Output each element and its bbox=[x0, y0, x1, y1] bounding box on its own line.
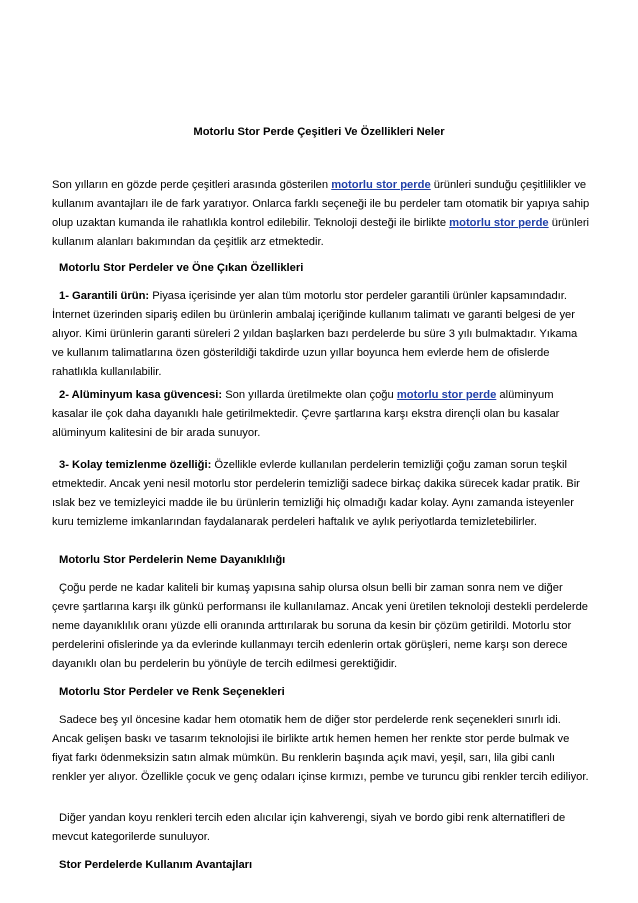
item-2-lead: 2- Alüminyum kasa güvencesi: bbox=[59, 389, 223, 401]
motorlu-stor-perde-link-3[interactable]: motorlu stor perde bbox=[396, 389, 497, 401]
motorlu-stor-perde-link-2[interactable]: motorlu stor perde bbox=[449, 217, 549, 229]
section-heading-ozellikler: Motorlu Stor Perdeler ve Öne Çıkan Özellikleri bbox=[59, 262, 304, 274]
intro-text-1: Son yılların en gözde perde çeşitleri arasında gösterilen bbox=[52, 179, 332, 191]
item-3-text: Özellikle evlerde kullanılan perdelerin temizliği çoğu zaman sorun teşkil etmektedir. Ancak yeni nesil motorlu stor perdelerin temizliği sadece birkaç dakika sürecek kadar pratik. Bir ıslak bez ve temizleyici madde ile bu ürünlerin temizliği hiç olmadığı kadar kolay. Aynı zamanda isteyenler kuru temizleme imkanlarından faydalanarak perdeleri haftalık ve aylık periyotlarda temizletebilirler. bbox=[52, 459, 580, 528]
intro-text-2: ürünleri sunduğu çeşitlilikler ve kullanım avantajları ile de fark yaratıyor. Onlarca farklı seçeneği ile bu perdeler tam otomatik bir yapıya sahip olup uzaktan kumanda ile rahatlıkla kontrol edilebilir. Teknoloji desteği ile birlikte bbox=[52, 179, 590, 229]
item-2-text-1: Son yıllarda üretilmekte olan çoğu bbox=[222, 389, 397, 401]
section-heading-neme-dayaniklilik: Motorlu Stor Perdelerin Neme Dayanıklılığı bbox=[59, 554, 286, 566]
paragraph-neme-dayaniklilik bbox=[52, 579, 590, 674]
document-title: Motorlu Stor Perde Çeşitleri Ve Özellikleri Neler bbox=[193, 126, 445, 138]
neme-dayaniklilik-text: Çoğu perde ne kadar kaliteli bir kumaş yapısına sahip olursa olsun belli bir zaman sonra nem ve diğer çevre şartlarına karşı ilk günkü performansı ile kullanılamaz. Ancak yeni üretilen teknoloji destekli perdelerde neme dayanıklılık oranı yüzde elli oranında arttırılarak bu soruna da kesin bir çözüm getirildi. Motorlu stor perdelerini ofislerinde ya da evlerinde kullanmayı tercih edenlerin ortak görüşleri, neme karşı son derece dayanıklı olan bu perdelerin bu yönüyle de tercih edilmesi gerektiğidir. bbox=[52, 582, 589, 670]
motorlu-stor-perde-link-1[interactable]: motorlu stor perde bbox=[331, 179, 431, 191]
section-heading-kullanim-avantajlari: Stor Perdelerde Kullanım Avantajları bbox=[59, 859, 253, 871]
item-2-text-2: alüminyum kasalar ile çok daha dayanıklı hale getirilmektedir. Çevre şartlarına karşı ekstra dirençli olan bu kasalar alüminyum kalitesini de bir arada sunuyor. bbox=[52, 389, 560, 439]
item-1-lead: 1- Garantili ürün: bbox=[59, 290, 150, 302]
intro-text-3: ürünleri kullanım alanları bakımından da çeşitlik arz etmektedir. bbox=[52, 217, 590, 248]
paragraph-renk-2 bbox=[52, 809, 590, 847]
paragraph-renk-1 bbox=[52, 711, 590, 787]
intro-paragraph bbox=[52, 176, 590, 252]
item-kolay-temizlenme bbox=[52, 456, 590, 532]
item-1-text: Piyasa içerisinde yer alan tüm motorlu stor perdeler garantili ürünler kapsamındadır. İnternet üzerinden sipariş edilen bu ürünlerin ambalaj içeriğinde kullanım talimatı ve garanti belgesi de yer alıyor. Kimi ürünlerin garanti süreleri 2 yıldan başlarken bazı perdelerde bu süre 3 yılı bulmaktadır. Yıkama ve kullanım talimatlarına özen gösterildiği takdirde uzun yıllar boyunca hem evlerde hem de ofislerde rahatlıkla kullanılabilir. bbox=[52, 290, 578, 378]
item-3-lead: 3- Kolay temizlenme özelliği: bbox=[59, 459, 212, 471]
item-aluminyum-kasa bbox=[52, 386, 590, 443]
renk-2-text: Diğer yandan koyu renkleri tercih eden alıcılar için kahverengi, siyah ve bordo gibi renk alternatifleri de mevcut kategorilerde sunuluyor. bbox=[52, 812, 566, 843]
item-garantili-urun bbox=[52, 287, 590, 382]
section-heading-renk-secenekleri: Motorlu Stor Perdeler ve Renk Seçenekleri bbox=[59, 686, 285, 698]
renk-1-text: Sadece beş yıl öncesine kadar hem otomatik hem de diğer stor perdelerde renk seçenekleri sınırlı idi. Ancak gelişen baskı ve tasarım teknolojisi ile birlikte artık hemen hemen her renkte stor perde bulmak ve fiyat farkı ödenmeksizin satın almak mümkün. Bu renklerin başında açık mavi, yeşil, sarı, lila gibi canlı renkler yer alıyor. Özellikle çocuk ve genç odaları içinse kırmızı, pembe ve turuncu gibi renkler tercih ediliyor. bbox=[52, 714, 589, 783]
